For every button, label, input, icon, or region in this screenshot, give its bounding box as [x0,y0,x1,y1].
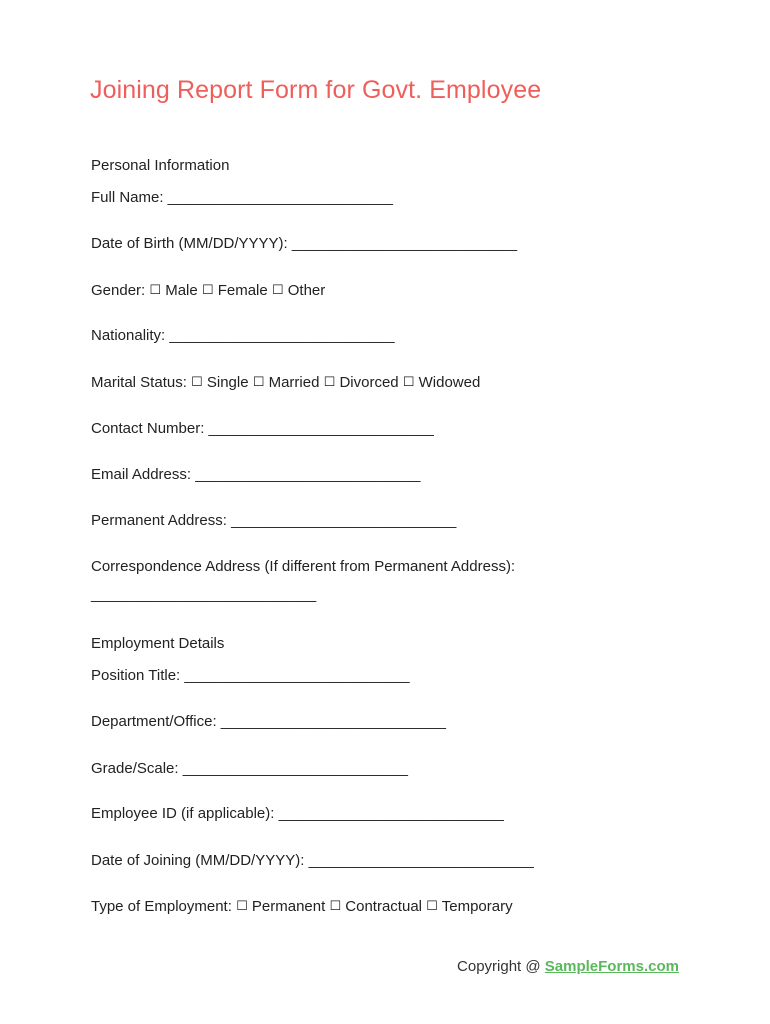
employment-option-temporary: Temporary [441,898,513,915]
copyright-text: Copyright @ [457,958,545,975]
employee-id-field: Employee ID (if applicable): ___________________________ [91,805,504,822]
email-address-field: Email Address: ___________________________ [91,466,421,483]
permanent-address-field: Permanent Address: ___________________________ [91,512,457,529]
full-name-field: Full Name: ___________________________ [91,189,393,206]
marital-option-divorced: Divorced [339,374,399,391]
nationality-field: Nationality: ___________________________ [91,327,395,344]
gender-option-female: Female [217,282,268,299]
date-of-joining-field: Date of Joining (MM/DD/YYYY): ___________________________ [91,852,534,869]
correspondence-address-line: ___________________________ [91,586,317,603]
employment-option-contractual: Contractual [345,898,422,915]
contact-number-field: Contact Number: ___________________________ [91,420,434,437]
checkbox-icon: ☐ [426,898,438,913]
checkbox-icon: ☐ [402,374,415,389]
marital-option-single: Single [206,374,249,391]
marital-option-married: Married [268,374,320,391]
checkbox-icon: ☐ [236,898,248,913]
brand-link[interactable]: SampleForms.com [544,958,679,975]
employment-type-label: Type of Employment: [91,898,232,915]
department-office-field: Department/Office: ___________________________ [91,713,447,730]
checkbox-icon: ☐ [252,374,265,389]
checkbox-icon: ☐ [323,374,336,389]
gender-option-male: Male [165,282,198,299]
gender-label: Gender: [91,282,146,299]
gender-option-other: Other [287,282,326,299]
checkbox-icon: ☐ [201,282,214,297]
date-of-birth-field: Date of Birth (MM/DD/YYYY): ___________________________ [91,235,518,252]
gender-field [91,282,325,299]
section-heading-personal: Personal Information [91,157,230,174]
checkbox-icon: ☐ [149,282,162,297]
copyright-footer [457,958,679,975]
form-title: Joining Report Form for Govt. Employee [90,76,542,104]
checkbox-icon: ☐ [191,374,203,389]
grade-scale-field: Grade/Scale: ___________________________ [91,760,408,777]
position-title-field: Position Title: ___________________________ [91,667,410,684]
section-heading-employment: Employment Details [91,635,225,652]
marital-status-field [91,374,480,391]
employment-type-field [91,898,513,915]
marital-option-widowed: Widowed [418,374,481,391]
checkbox-icon: ☐ [271,282,284,297]
marital-status-label: Marital Status: [91,374,187,391]
checkbox-icon: ☐ [329,898,342,913]
correspondence-address-field: Correspondence Address (If different from Permanent Address): [91,558,516,575]
employment-option-permanent: Permanent [251,898,326,915]
